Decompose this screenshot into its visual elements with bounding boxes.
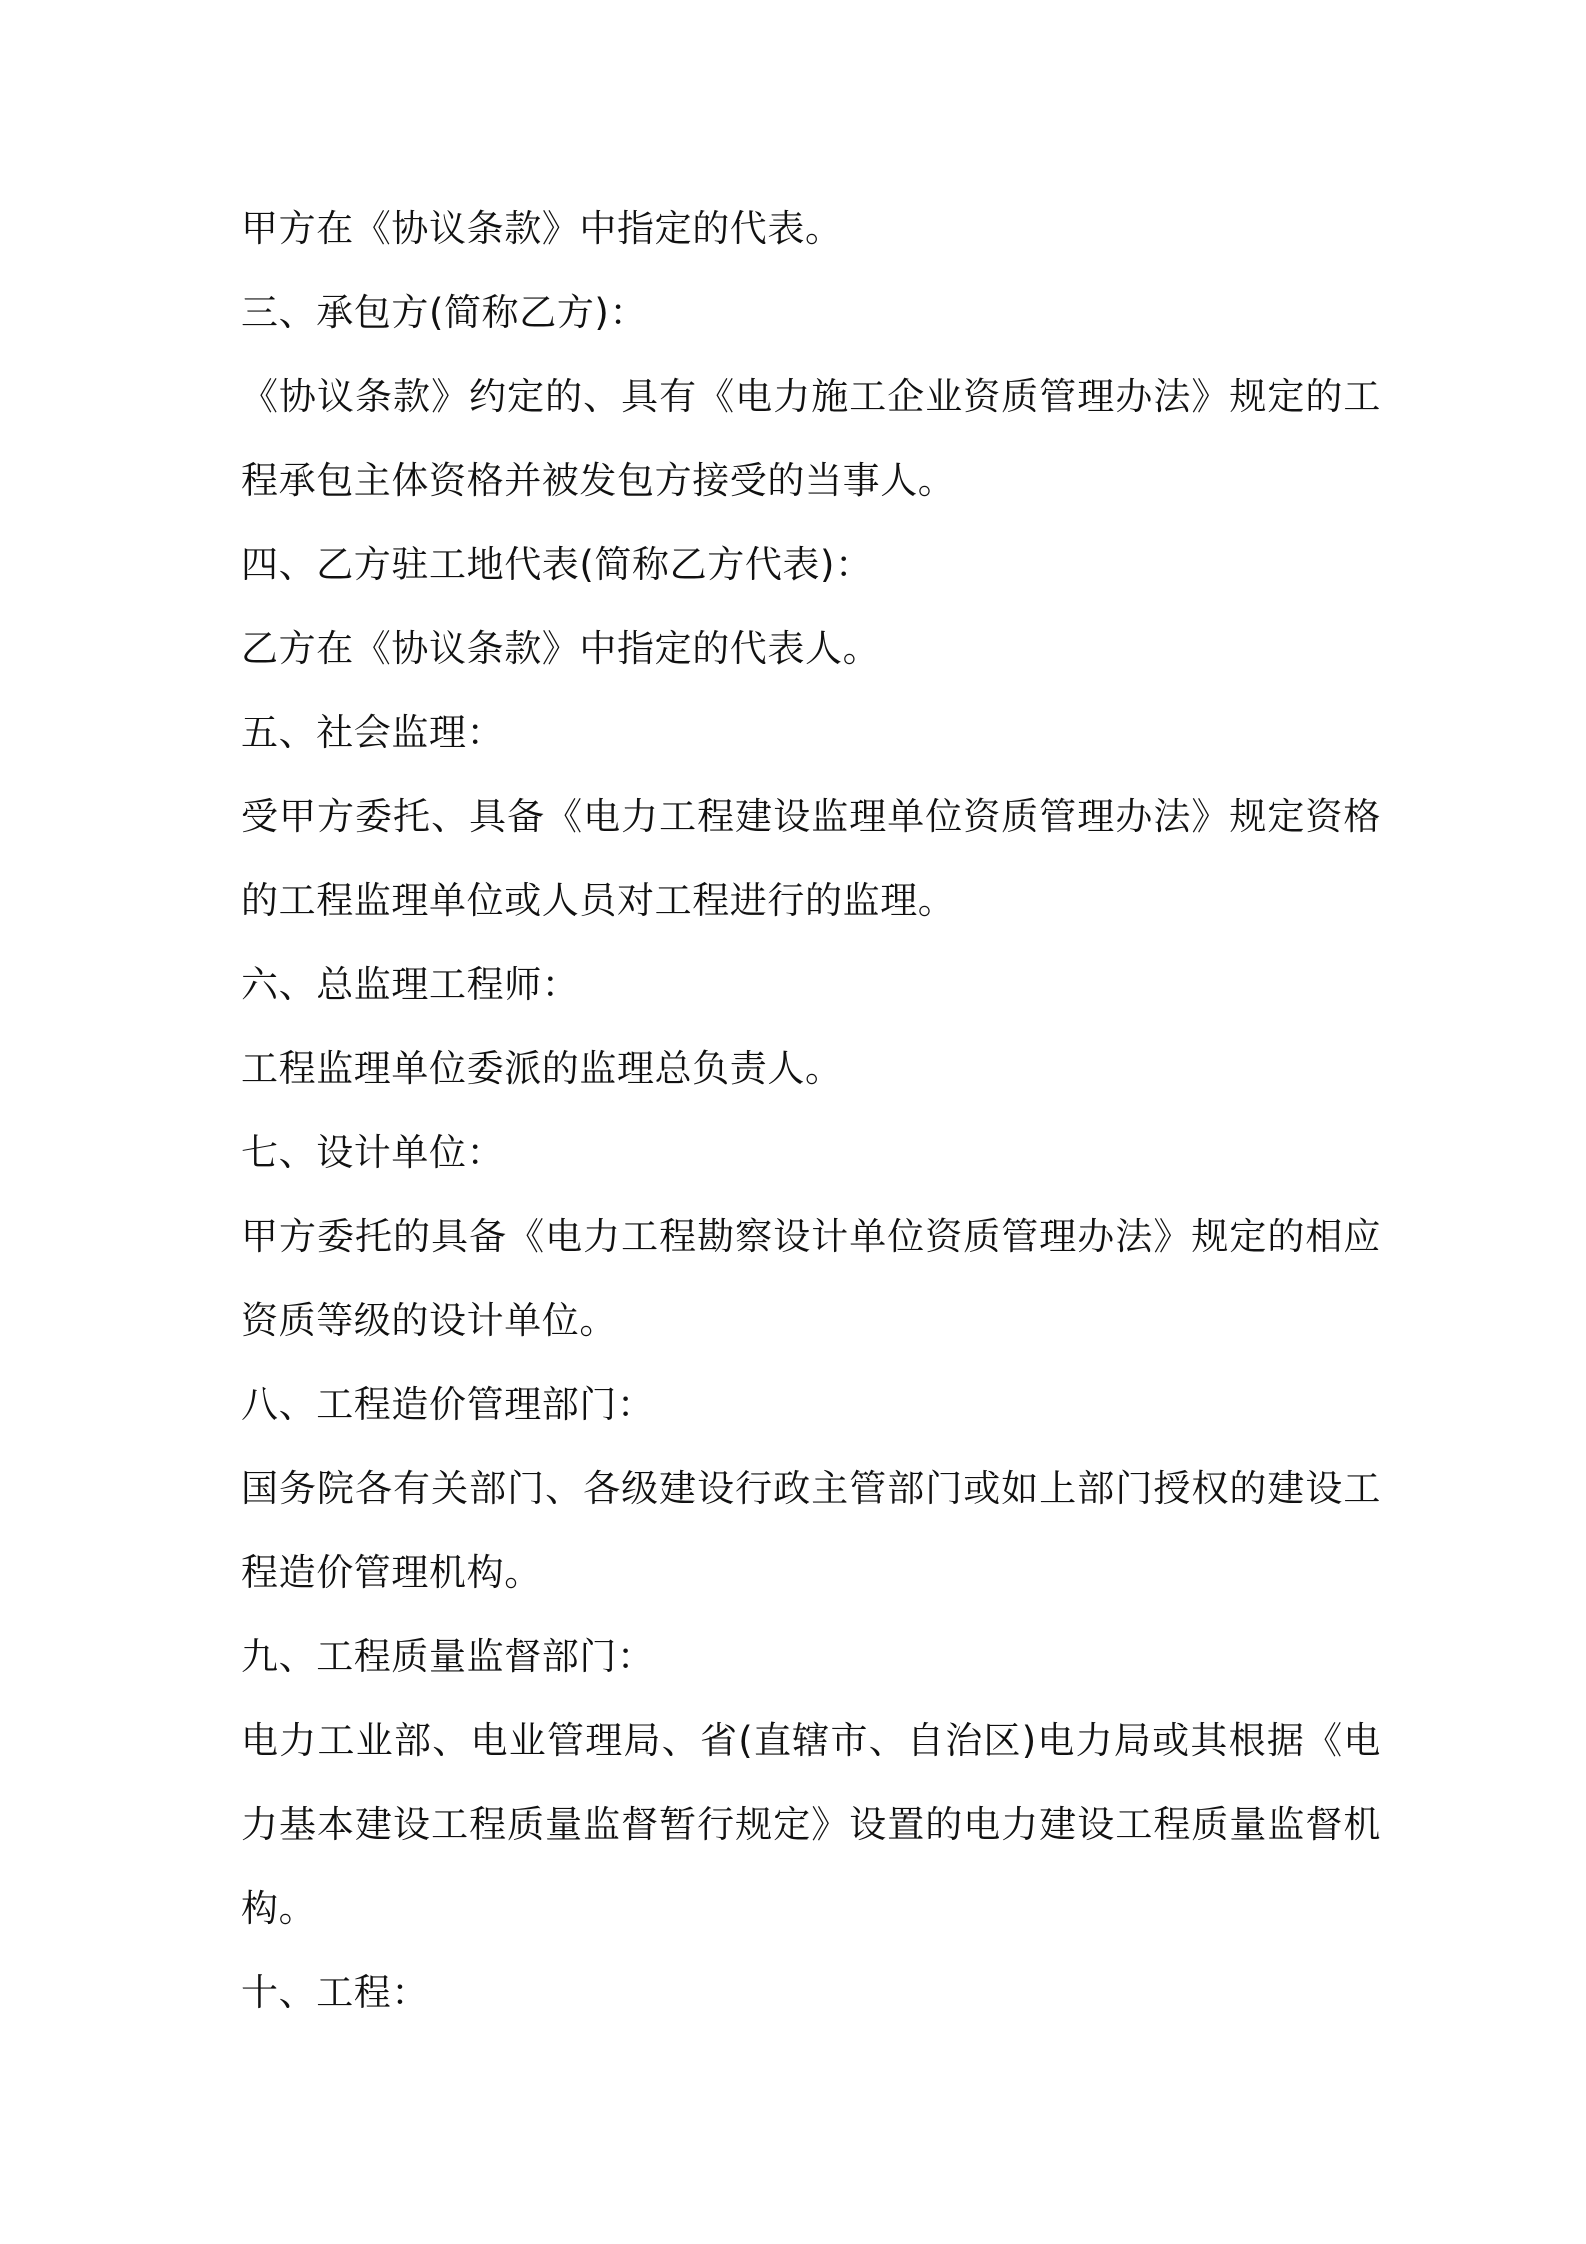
section-heading: 十、工程：: [241, 1971, 429, 2014]
text-line: 国务院各有关部门、各级建设行政主管部门或如上部门授权的建设工: [241, 1467, 1381, 1510]
section-heading: 四、乙方驻工地代表(简称乙方代表)：: [241, 543, 873, 586]
text-line: 乙方在《协议条款》中指定的代表人。: [241, 627, 881, 670]
text-line: 《协议条款》约定的、具有《电力施工企业资质管理办法》规定的工: [241, 375, 1381, 418]
document-body: [241, 202, 1381, 2050]
section-heading: 五、社会监理：: [241, 711, 505, 754]
text-line: 构。: [241, 1887, 317, 1930]
section-heading: 六、总监理工程师：: [241, 963, 580, 1006]
text-line: 甲方委托的具备《电力工程勘察设计单位资质管理办法》规定的相应: [241, 1215, 1381, 1258]
text-line: 的工程监理单位或人员对工程进行的监理。: [241, 879, 956, 922]
text-line: 资质等级的设计单位。: [241, 1299, 617, 1342]
text-line: 工程监理单位委派的监理总负责人。: [241, 1047, 843, 1090]
text-line: 甲方在《协议条款》中指定的代表。: [241, 207, 843, 250]
text-line: 程造价管理机构。: [241, 1551, 542, 1594]
section-heading: 八、工程造价管理部门：: [241, 1383, 655, 1426]
text-line: 受甲方委托、具备《电力工程建设监理单位资质管理办法》规定资格: [241, 795, 1381, 838]
text-line: 力基本建设工程质量监督暂行规定》设置的电力建设工程质量监督机: [241, 1803, 1381, 1846]
text-line: 电力工业部、电业管理局、省(直辖市、自治区)电力局或其根据《电: [241, 1719, 1381, 1762]
section-heading: 三、承包方(简称乙方)：: [241, 291, 648, 334]
section-heading: 九、工程质量监督部门：: [241, 1635, 655, 1678]
section-heading: 七、设计单位：: [241, 1131, 505, 1174]
text-line: 程承包主体资格并被发包方接受的当事人。: [241, 459, 956, 502]
